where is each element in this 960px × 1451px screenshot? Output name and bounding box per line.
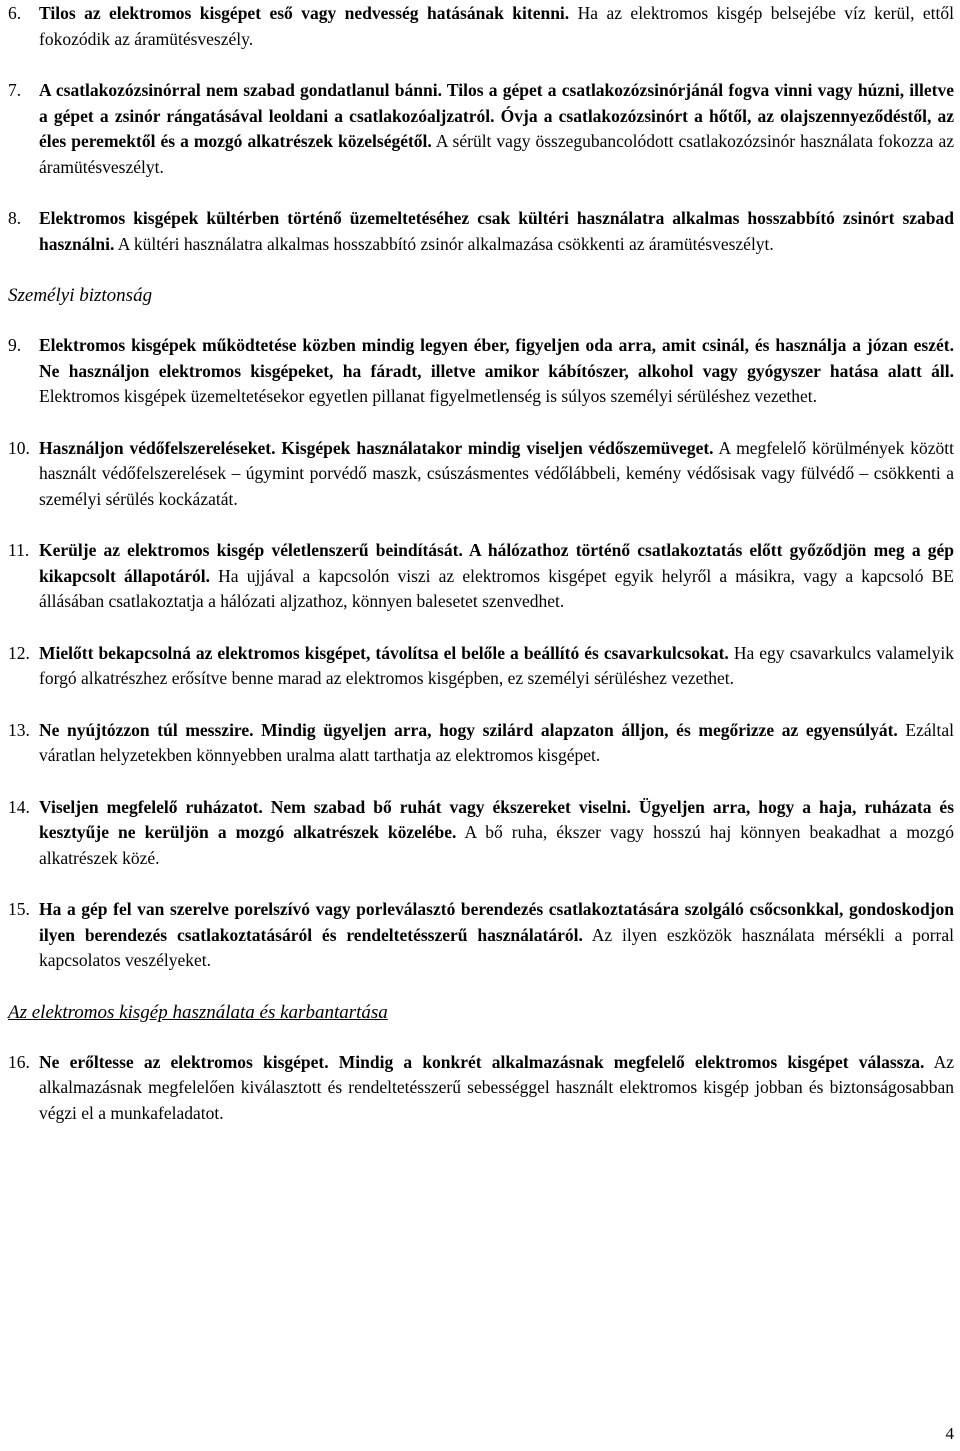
item-number: 13. [8,719,30,740]
list-item [8,1,954,52]
item-bold-text: Tilos az elektromos kisgépet eső vagy nedvesség hatásának kitenni. [39,3,570,23]
document-page [8,0,954,1152]
item-bold-text: Ne erőltesse az elektromos kisgépet. Mindig a konkrét alkalmazásnak megfelelő elektromos kisgépet válassza. [39,1051,925,1072]
item-text: Ezáltal váratlan helyzetekben könnyebben uralma alatt tarthatja az elektromos kisgépet. [39,719,954,765]
list-item [8,718,954,769]
list-item [8,538,954,615]
item-text: A kültéri használatra alkalmas hosszabbító zsinór alkalmazása csökkenti az áramütésveszélyt. [114,233,774,254]
item-bold-text: Elektromos kisgépek működtetése közben mindig legyen éber, figyeljen oda arra, amit csinál, és használja a józan eszét. Ne használjon elektromos kisgépeket, ha fáradt, illetve amikor kábítószer, alkohol vagy gyógyszer hatása alatt áll. [39,335,954,381]
item-number: 10. [8,437,30,458]
list-item [8,1050,954,1127]
list-item [8,897,954,974]
item-bold-text: Elektromos kisgépek kültérben történő üzemeltetéséhez csak kültéri használatra alkalmas hosszabbító zsinórt szabad használni. [39,208,954,254]
item-bold-text: Ne nyújtózzon túl messzire. Mindig ügyeljen arra, hogy szilárd alapzaton álljon, és megőrizze az egyensúlyát. [39,719,898,740]
page-number: 4 [945,1424,954,1443]
item-bold-text: Viseljen megfelelő ruházatot. Nem szabad bő ruhát vagy ékszereket viselni. Ügyeljen arra, hogy a haja, ruházata és kesztyűje ne kerüljön a mozgó alkatrészek közelébe. [39,796,954,842]
list-item [8,641,954,692]
item-bold-text: Ha a gép fel van szerelve porelszívó vagy porleválasztó berendezés csatlakoztatására szolgáló csőcsonkkal, gondoskodjon ilyen berendezés csatlakoztatásáról és rendeltetésszerű használatáról. [39,899,954,945]
item-text: Ha egy csavarkulcs valamelyik forgó alkatrészhez erősítve benne marad az elektromos kisgépben, ez személyi sérüléshez vezethet. [39,642,954,688]
item-bold-text: Mielőtt bekapcsolná az elektromos kisgépet, távolítsa el belőle a beállító és csavarkulcsokat. [39,642,729,663]
item-text: Az alkalmazásnak megfelelően kiválasztott és rendeltetésszerű sebességgel használt elektromos kisgép jobban és biztonságosabban végzi el a munkafeladatot. [39,1051,954,1123]
item-bold-text: Használjon védőfelszereléseket. Kisgépek használatakor mindig viseljen védőszemüveget. [39,437,714,458]
item-text: Ha ujjával a kapcsolón viszi az elektromos kisgépet egyik helyről a másikra, vagy a kapcsoló BE állásában csatlakoztatja a hálózati aljzathoz, könnyen balesetet szenvedhet. [39,565,954,611]
section-heading-usage-maintenance: Az elektromos kisgép használata és karbantartása [8,1001,388,1023]
item-text: A megfelelő körülmények között használt védőfelszerelések – úgymint porvédő maszk, csúszásmentes védőlábbeli, kemény védősisak vagy fülvédő – csökkenti a személyi sérülés kockázatát. [39,437,954,509]
item-text: A bő ruha, ékszer vagy hosszú haj könnyen beakadhat a mozgó alkatrészek közé. [39,822,954,868]
item-number: 7. [8,80,22,100]
item-number: 9. [8,335,22,355]
list-item [8,795,954,872]
item-number: 6. [8,3,22,23]
item-bold-text: Kerülje az elektromos kisgép véletlenszerű beindítását. A hálózathoz történő csatlakoztatás előtt győződjön meg a gép kikapcsolt állapotáról. [39,540,954,586]
item-number: 11. [8,540,30,560]
item-number: 12. [8,642,30,663]
section-heading-personal-safety: Személyi biztonság [8,285,153,306]
item-text: A sérült vagy összegubancolódott csatlakozózsinór használata fokozza az áramütésveszélyt. [39,131,954,177]
item-text: Az ilyen eszközök használata mérsékli a porral kapcsolatos veszélyeket. [39,924,954,970]
item-number: 14. [8,796,30,817]
list-item [8,78,954,180]
item-bold-text: A csatlakozózsinórral nem szabad gondatlanul bánni. Tilos a gépet a csatlakozózsinórjánál fogva vinni vagy húzni, illetve a gépet a zsinór rángatásával leoldani a csatlakozóaljzatról. Óvja a csatlakozózsinórt a hőtől, az olajszennyeződéstől, az éles peremektől és a mozgó alkatrészek közelségétől. [39,80,954,151]
item-text: Ha az elektromos kisgép belsejébe víz kerül, ettől fokozódik az áramütésveszély. [39,3,954,49]
item-number: 8. [8,208,22,228]
item-number: 15. [8,899,30,919]
list-item [8,333,954,410]
list-item [8,436,954,513]
list-item [8,206,954,257]
item-text: Elektromos kisgépek üzemeltetésekor egyetlen pillanat figyelmetlenség is súlyos személyi sérüléshez vezethet. [39,386,818,406]
item-number: 16. [8,1051,30,1072]
